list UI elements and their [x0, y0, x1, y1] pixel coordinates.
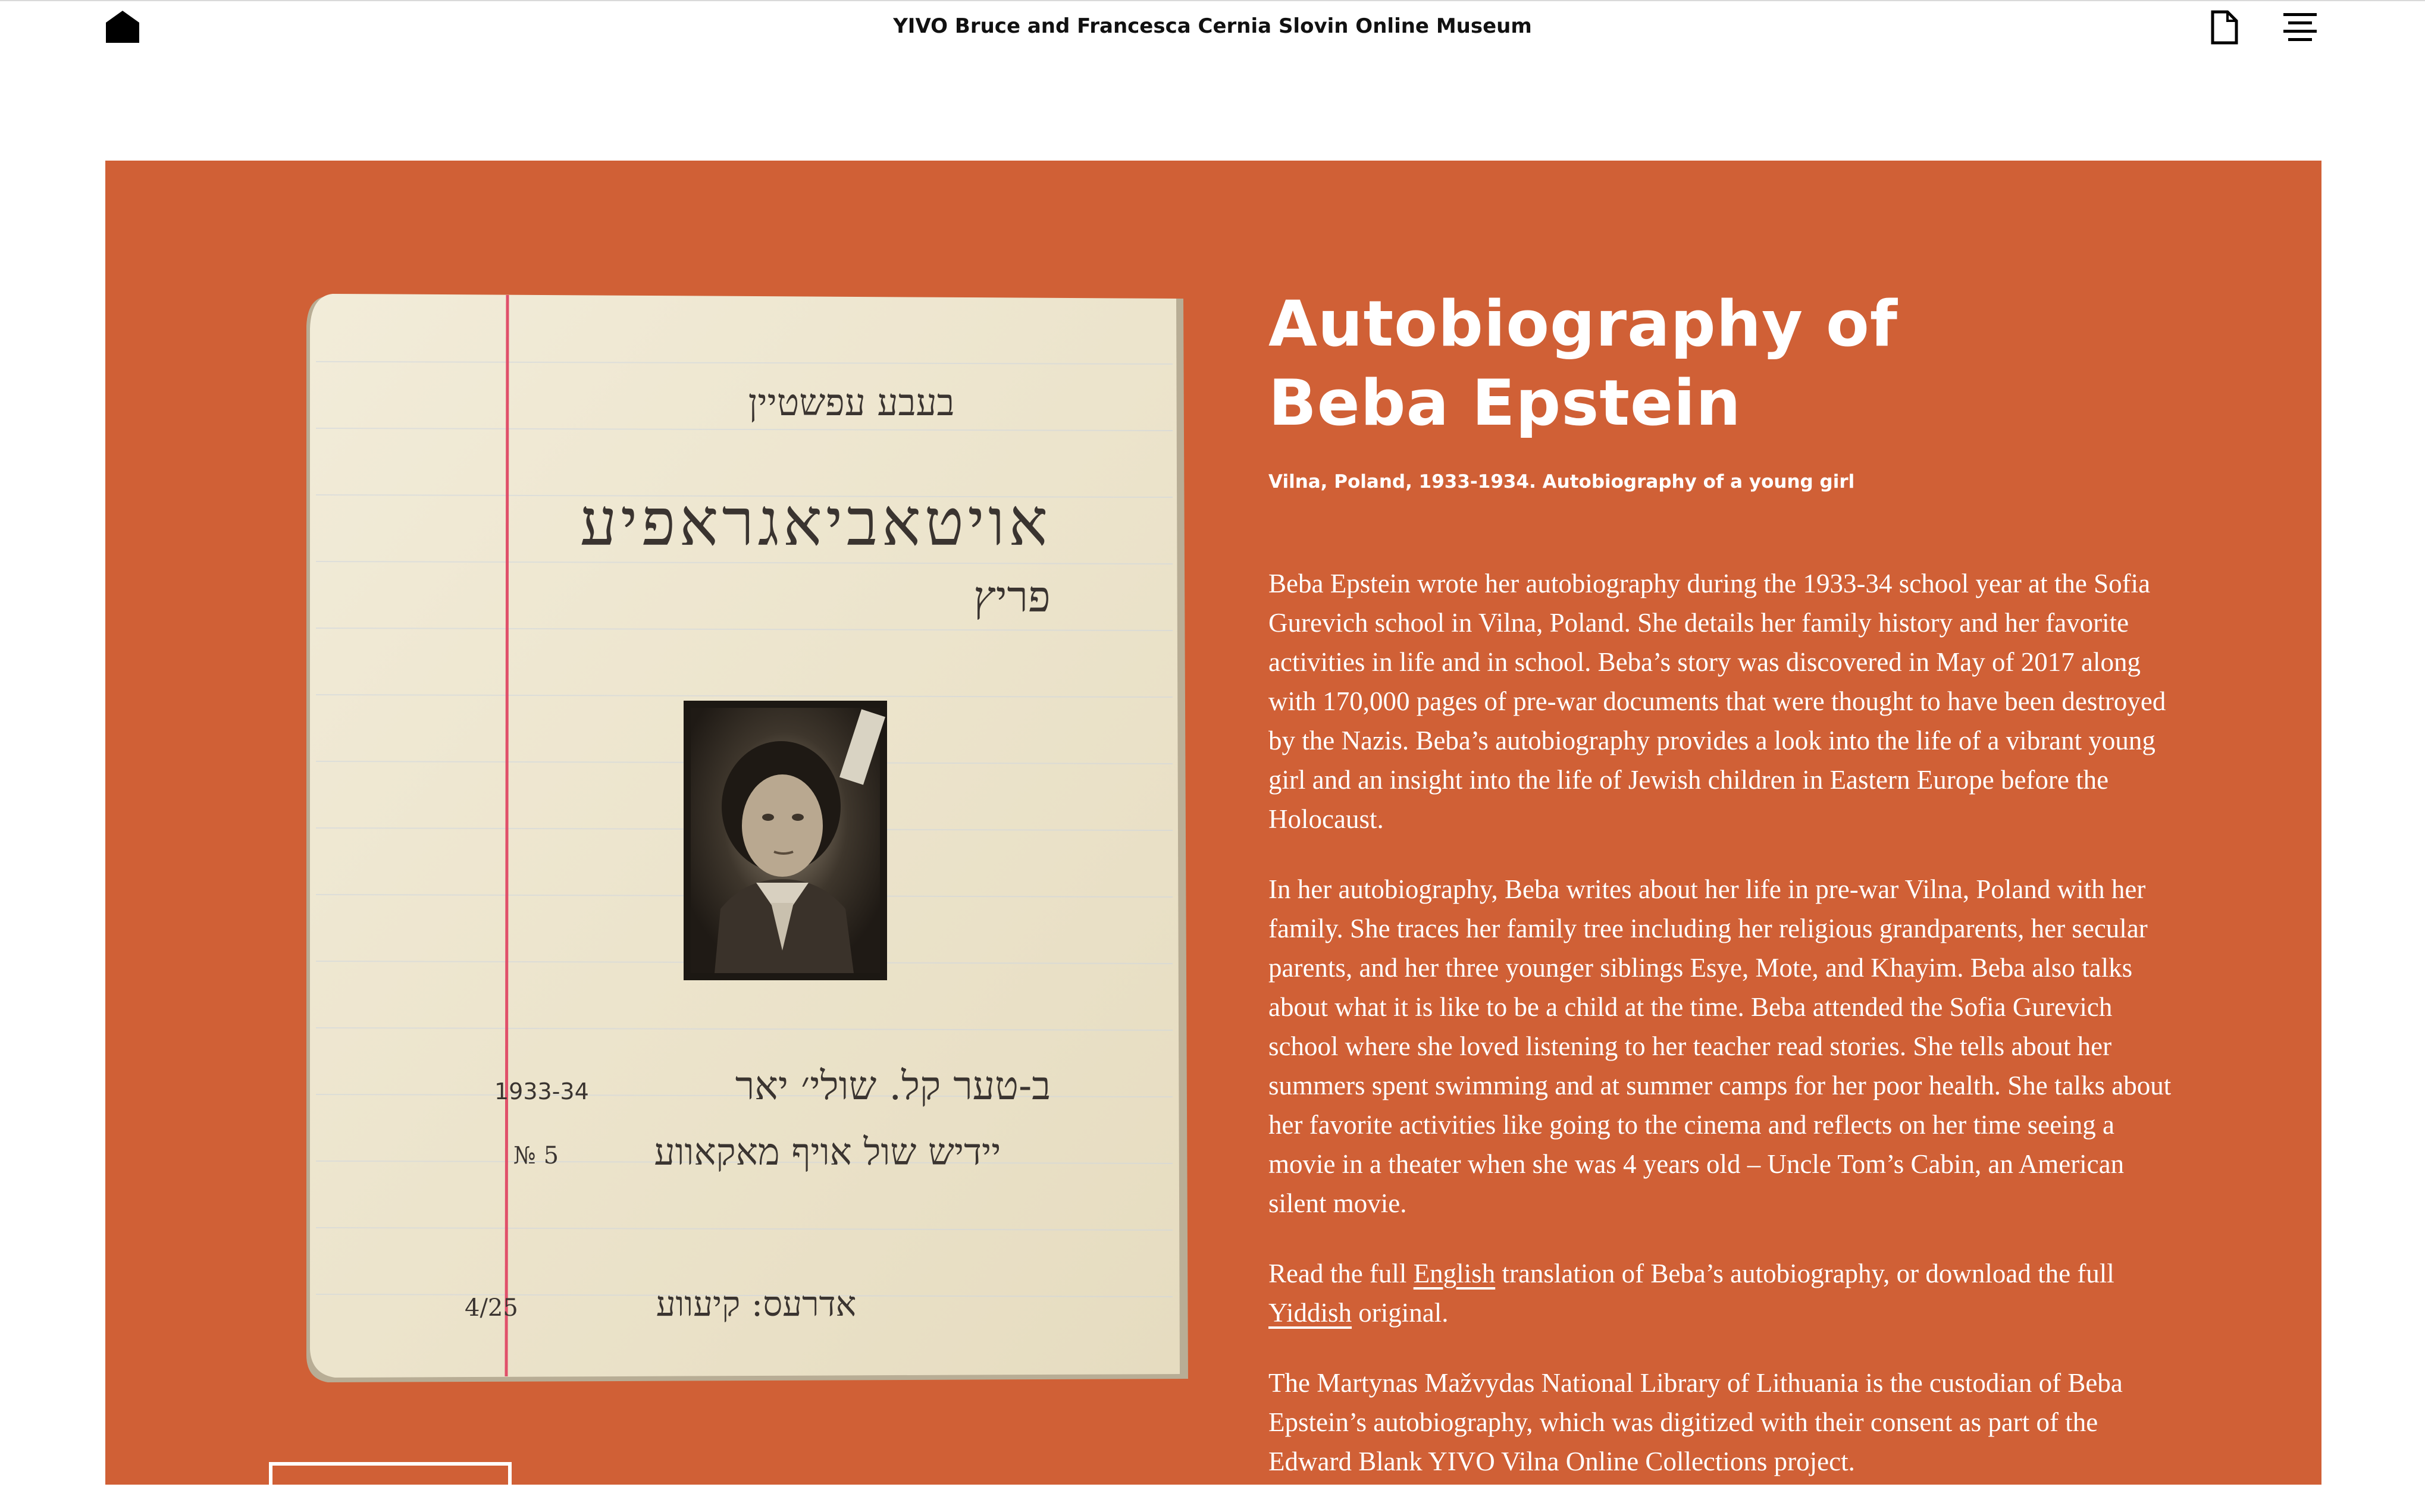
paragraph-intro: Beba Epstein wrote her autobiography during the 1933-34 school year at the Sofia Gurevich school in Vilna, Poland. She details her family history and her favorite activities in life and in school. Beba’s story was discovered in May of 2017 along with 170,000 pages of pre-war documents that were thought to have been destroyed by the Nazis. Beba’s autobiography provides a look into the life of a vibrant young girl and an insight into the life of Jewish children in Eastern Europe before the Holocaust.: [1268, 569, 2166, 834]
hero-panel: [105, 161, 2321, 1485]
links-text-after: original.: [1352, 1298, 1449, 1328]
yiddish-original-link[interactable]: Yiddish: [1268, 1298, 1352, 1328]
english-translation-link[interactable]: English: [1413, 1259, 1496, 1288]
portrait-photo: [684, 701, 887, 980]
cover-handwriting-year: 1933-34: [494, 1078, 589, 1105]
cover-handwriting-fraction: 4/25: [465, 1294, 518, 1322]
page-title: Autobiography of Beba Epstein: [1268, 287, 1898, 440]
article-body: [1268, 564, 2173, 1481]
cover-handwriting-title: אויטאביאגראפיע: [579, 484, 1052, 560]
site-title[interactable]: YIVO Bruce and Francesca Cernia Slovin Online Museum: [893, 14, 1532, 38]
paragraph-links: [1268, 1254, 2173, 1332]
links-text-middle: translation of Beba’s autobiography, or download the full: [1495, 1259, 2114, 1288]
outline-button[interactable]: [269, 1462, 512, 1510]
notebook-cover-image[interactable]: [304, 290, 1188, 1384]
menu-icon[interactable]: [2283, 10, 2317, 45]
cover-handwriting-school1: ב-טער קל. שולי׳ יאר: [735, 1063, 1051, 1109]
paragraph-life: In her autobiography, Beba writes about her life in pre-war Vilna, Poland with her family. She traces her family tree including her religious grandparents, her secular parents, and her three younger siblings Esye, Mote, and Khayim. Beba also talks about what it is like to be a child at the time. Beba attended the Sofia Gurevich school where she loved listening to her teacher read stories. She tells about her summers spent swimming and at summer camps for her poor health. She talks about her favorite activities like going to the cinema and reflects on her time seeing a movie in a theater when she was 4 years old – Uncle Tom’s Cabin, an American silent movie.: [1268, 874, 2172, 1218]
cover-handwriting-name: בעבע עפשטיין: [748, 381, 955, 424]
cover-handwriting-number: № 5: [513, 1142, 559, 1169]
paragraph-custodian: The Martynas Mažvydas National Library of Lithuania is the custodian of Beba Epstein’s autobiography, which was digitized with their consent as part of the Edward Blank YIVO Vilna Online Collections project.: [1268, 1368, 2123, 1476]
page-subtitle: Vilna, Poland, 1933-1934. Autobiography of a young girl: [1268, 471, 1855, 493]
cover-handwriting-word: פריץ: [973, 572, 1051, 622]
document-icon[interactable]: [2210, 10, 2239, 45]
links-text-before: Read the full: [1268, 1259, 1414, 1288]
top-bar: [0, 0, 2425, 71]
cover-handwriting-school2: יידיש שול אויף מאקאווע: [654, 1130, 1001, 1174]
cover-handwriting-address: אדרעס: קיעווע: [656, 1284, 857, 1324]
article-content: [1268, 284, 2244, 1512]
